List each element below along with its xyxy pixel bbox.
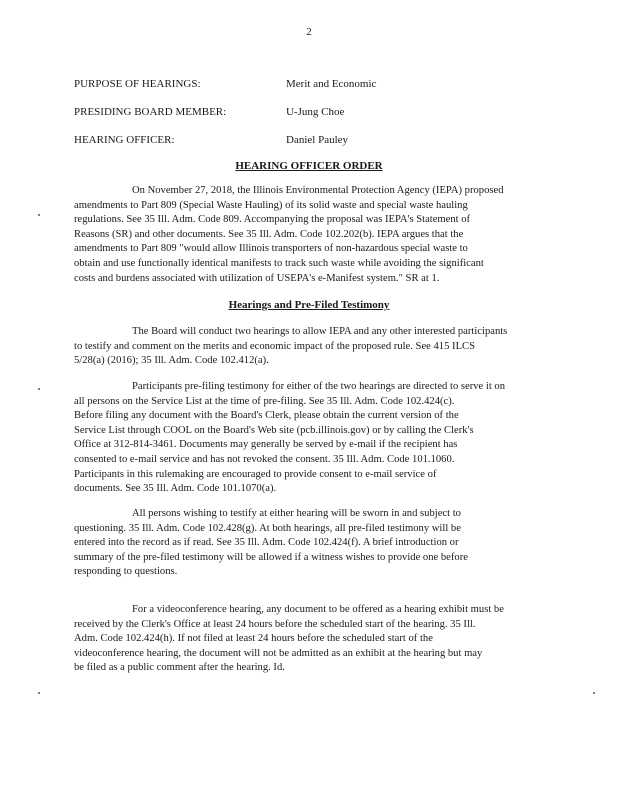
text-line: 5/28(a) (2016); 35 Ill. Adm. Code 102.412(a). xyxy=(74,355,269,367)
meta-row-hearing-officer xyxy=(74,134,348,146)
meta-value: Daniel Pauley xyxy=(286,134,349,146)
text-line: amendments to Part 809 (Special Waste Hauling) of its solid waste and special waste hauling xyxy=(74,199,468,211)
text-line: entered into the record as if read. See 35 Ill. Adm. Code 102.424(f). A brief introduction or xyxy=(74,537,459,549)
scan-speck xyxy=(38,692,40,694)
scan-speck xyxy=(38,214,40,216)
persons-paragraph xyxy=(74,507,544,580)
meta-value: Merit and Economic xyxy=(286,78,377,90)
text-line: summary of the pre-filed testimony will be allowed if a witness wishes to provide one before xyxy=(74,551,468,563)
text-line: costs and burdens associated with utilization of USEPA's e-Manifest system." SR at 1. xyxy=(74,272,440,284)
text-line: responding to questions. xyxy=(74,566,178,578)
text-line: consented to e-mail service and has not revoked the consent. 35 Ill. Adm. Code 101.1060. xyxy=(74,453,455,465)
scan-speck xyxy=(593,692,595,694)
intro-paragraph xyxy=(74,184,544,286)
meta-row-board-member xyxy=(74,106,344,118)
text-line: to testify and comment on the merits and economic impact of the proposed rule. See 415 ILCS xyxy=(74,340,475,352)
prefiling-paragraph xyxy=(74,380,544,497)
page-number: 2 xyxy=(306,26,312,38)
meta-row-purpose xyxy=(74,78,376,90)
hearings-paragraph xyxy=(74,325,544,369)
text-line: all persons on the Service List at the time of pre-filing. See 35 Ill. Adm. Code 102.424(c). xyxy=(74,395,455,407)
meta-label: HEARING OFFICER: xyxy=(74,134,175,146)
text-line: Office at 312-814-3461. Documents may generally be served by e-mail if the recipient has xyxy=(74,439,458,451)
text-line: Before filing any document with the Board's Clerk, please obtain the current version of the xyxy=(74,410,459,422)
text-line: Participants in this rulemaking are encouraged to provide consent to e-mail service of xyxy=(74,468,437,480)
order-title: HEARING OFFICER ORDER xyxy=(235,160,383,172)
text-line: Reasons (SR) and other documents. See 35 Ill. Adm. Code 102.202(b). IEPA argues that the xyxy=(74,228,464,240)
meta-label: PRESIDING BOARD MEMBER: xyxy=(74,106,227,118)
text-line: On November 27, 2018, the Illinois Environmental Protection Agency (IEPA) proposed xyxy=(132,185,504,196)
text-line: All persons wishing to testify at either hearing will be sworn in and subject to xyxy=(132,508,461,519)
text-line: obtain and use functionally identical manifests to track such waste while avoiding the significant xyxy=(74,257,484,269)
text-line: For a videoconference hearing, any document to be offered as a hearing exhibit must be xyxy=(132,604,504,615)
meta-value: U-Jung Choe xyxy=(286,106,345,118)
text-line: videoconference hearing, the document will not be admitted as an exhibit at the hearing but may xyxy=(74,647,483,659)
text-line: regulations. See 35 Ill. Adm. Code 809. Accompanying the proposal was IEPA's Statement of xyxy=(74,214,471,226)
text-line: amendments to Part 809 "would allow Illinois transporters of non-hazardous special waste to xyxy=(74,243,468,255)
videoconference-paragraph xyxy=(74,603,544,676)
text-line: Adm. Code 102.424(h). If not filed at least 24 hours before the scheduled start of the xyxy=(74,633,433,645)
section-heading: Hearings and Pre-Filed Testimony xyxy=(228,299,390,311)
text-line: documents. See 35 Ill. Adm. Code 101.1070(a). xyxy=(74,483,277,495)
meta-label: PURPOSE OF HEARINGS: xyxy=(74,78,201,90)
text-line: be filed as a public comment after the hearing. Id. xyxy=(74,662,285,674)
text-line: Service List through COOL on the Board's Web site (pcb.illinois.gov) or by calling the Clerk's xyxy=(74,424,474,436)
text-line: The Board will conduct two hearings to allow IEPA and any other interested participants xyxy=(132,326,508,337)
text-line: questioning. 35 Ill. Adm. Code 102.428(g). At both hearings, all pre-filed testimony will be xyxy=(74,522,461,534)
text-line: Participants pre-filing testimony for either of the two hearings are directed to serve it on xyxy=(132,381,506,392)
text-line: received by the Clerk's Office at least 24 hours before the scheduled start of the hearing. 35 Ill. xyxy=(74,618,476,630)
scan-speck xyxy=(38,388,40,390)
